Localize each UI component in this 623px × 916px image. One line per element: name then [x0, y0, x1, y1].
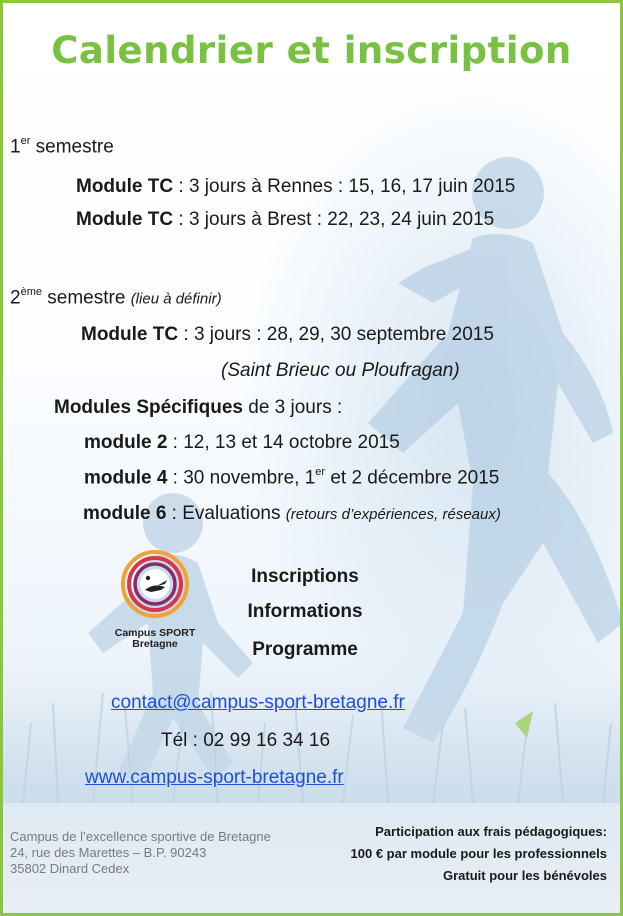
address-line: 35802 Dinard Cedex [10, 861, 130, 876]
campus-sport-logo-text [100, 628, 210, 650]
logo-line-2: Bretagne [132, 638, 178, 650]
info-informations: Informations [247, 601, 363, 622]
address-line: 24, rue des Marettes – B.P. 90243 [10, 845, 207, 860]
module-name: Modules Spécifiques [54, 397, 243, 418]
fees-line: 100 € par module pour les professionnels [350, 846, 607, 861]
module-details: : 3 jours à Rennes : 15, 16, 17 juin 2015 [173, 176, 516, 197]
semester2-tc-place: (Saint Brieuc ou Ploufragan) [221, 360, 460, 381]
module-name: module 2 [84, 432, 168, 453]
module-name: module 6 [83, 503, 167, 524]
address-line: Campus de l’excellence sportive de Bretagne [10, 829, 271, 844]
module-6-description [83, 503, 501, 525]
campus-sport-logo-icon [121, 550, 189, 618]
semester1-module-rennes [76, 176, 515, 198]
semester2-number: 2 [10, 287, 21, 309]
module-note: (retours d’expériences, réseaux) [285, 506, 501, 523]
module-name: Module TC [81, 324, 179, 345]
footer-fees [351, 821, 607, 887]
specific-modules-heading [54, 397, 342, 419]
contact-email-link[interactable]: contact@campus-sport-bretagne.fr [111, 692, 405, 713]
semester2-ordinal: ème [20, 286, 42, 298]
module-details: : 12, 13 et 14 octobre 2015 [167, 432, 400, 453]
module-details-end: et 2 décembre 2015 [325, 467, 500, 489]
module-details: : 3 jours : 28, 29, 30 septembre 2015 [178, 324, 494, 345]
contact-phone: Tél : 02 99 16 34 16 [161, 730, 331, 751]
semester1-number: 1 [10, 136, 21, 158]
module-details: : 3 jours à Brest : 22, 23, 24 juin 2015 [173, 209, 495, 230]
semester2-label: semestre [41, 287, 131, 309]
logo-line-1: Campus SPORT [114, 627, 196, 639]
footer-address [10, 829, 271, 877]
module-details: : 30 novembre, 1 [167, 467, 316, 489]
website-link[interactable]: www.campus-sport-bretagne.fr [85, 767, 344, 788]
ordinal-suffix: er [315, 466, 326, 478]
module-name: module 4 [84, 467, 168, 489]
semester1-label: semestre [30, 136, 114, 158]
page-title: Calendrier et inscription [51, 29, 572, 72]
module-4-dates [84, 467, 499, 489]
fees-line: Gratuit pour les bénévoles [443, 868, 607, 883]
semester2-note: (lieu à définir) [130, 290, 222, 308]
module-details: : Evaluations [166, 503, 286, 524]
semester1-ordinal: er [20, 135, 31, 147]
module-details: de 3 jours : [242, 397, 343, 418]
semester1-heading [10, 136, 114, 158]
module-2-dates [84, 432, 400, 454]
info-programme: Programme [252, 639, 358, 660]
info-inscriptions: Inscriptions [251, 566, 359, 587]
module-name: Module TC [76, 209, 174, 230]
semester2-module-tc [81, 324, 494, 346]
semester2-heading [10, 287, 222, 309]
module-name: Module TC [76, 176, 174, 197]
semester1-module-brest [76, 209, 494, 231]
fees-line: Participation aux frais pédagogiques: [375, 824, 607, 839]
